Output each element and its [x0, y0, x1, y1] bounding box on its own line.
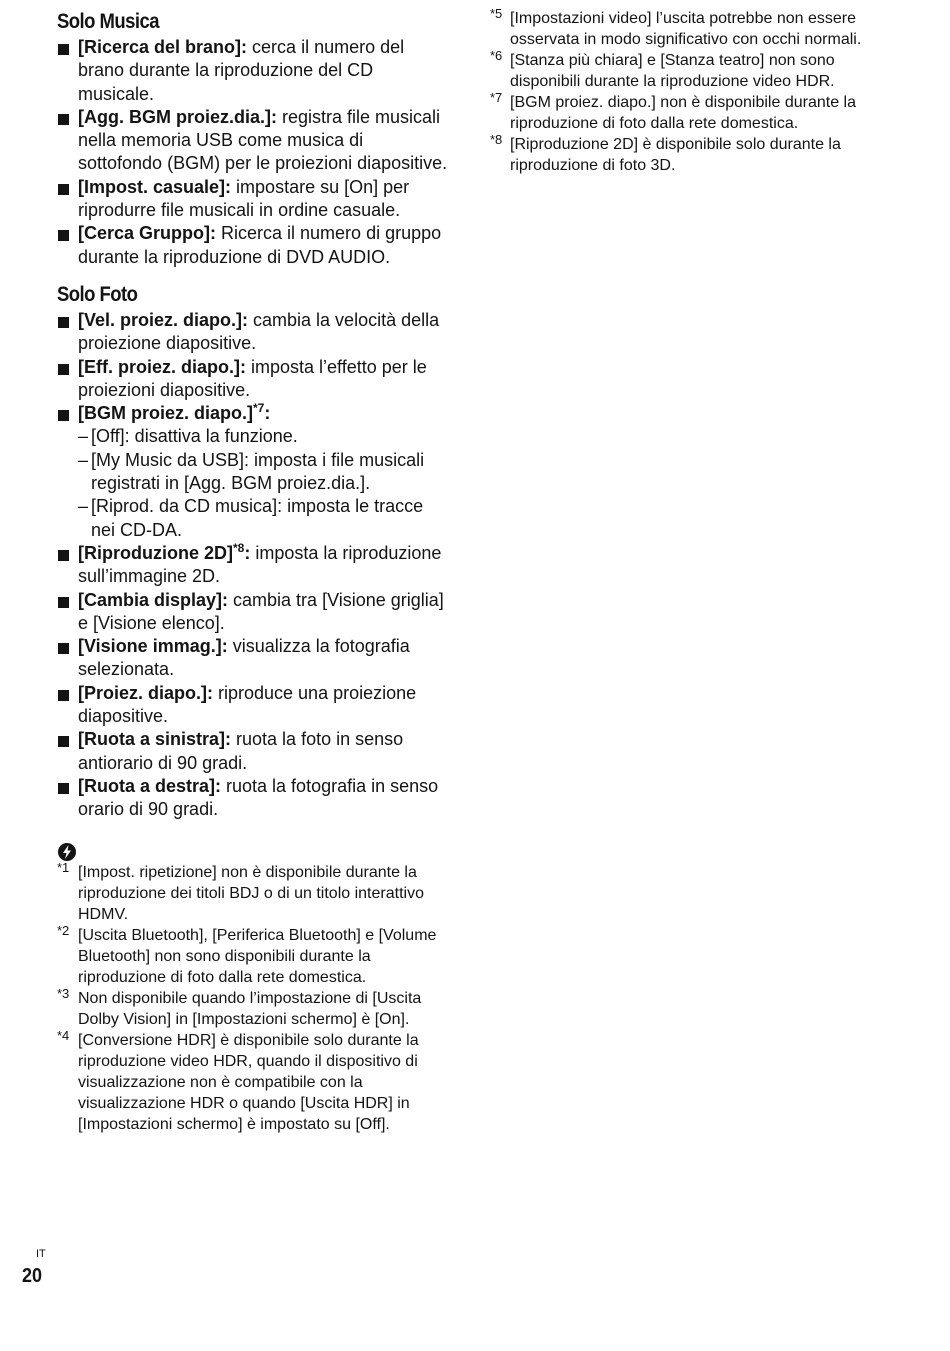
dash-mark: – [78, 496, 89, 517]
footnote-text: [Stanza più chiara] e [Stanza teatro] non sono disponibili durante la riproduzione video HDR. [510, 52, 835, 90]
footnote [490, 92, 890, 134]
dash-mark: – [78, 449, 89, 470]
item-term: [Ruota a destra]: [78, 775, 222, 796]
bullet-square-icon [58, 597, 69, 608]
footnote-text: [BGM proiez. diapo.] non è disponibile durante la riproduzione di foto dalla rete domestica. [510, 94, 856, 132]
item-term [78, 403, 270, 423]
sub-item-text: [Off]: disattiva la funzione. [91, 426, 298, 447]
footnote-text: [Conversione HDR] è disponibile solo durante la riproduzione video HDR, quando il dispositivo di visualizzazione non è compatibile con la visualizzazione HDR o quando [Uscita HDR] in [Impostazioni schermo] è impostato su [Off]. [78, 1031, 419, 1133]
item-term: [Eff. proiez. diapo.]: [78, 356, 246, 377]
footnote-text: [Impostazioni video] l’uscita potrebbe non essere osservata in modo significativo con occhi normali. [510, 10, 862, 48]
list-item [57, 222, 452, 269]
item-term: [Vel. proiez. diapo.]: [78, 309, 249, 330]
list-item [57, 176, 452, 223]
section-heading-music: Solo Musica [57, 10, 160, 33]
list-item [57, 635, 452, 682]
footnote-mark: *6 [490, 48, 503, 63]
item-text: cerca il numero del brano durante la riproduzione del CD musicale. [78, 37, 405, 104]
footnote-mark: *5 [490, 6, 503, 21]
bullet-square-icon [58, 690, 69, 701]
page-number: 20 [22, 1265, 43, 1287]
list-item [57, 402, 452, 425]
footnote-text: Non disponibile quando l’impostazione di [Uscita Dolby Vision] in [Impostazioni schermo] è [On]. [78, 989, 422, 1028]
list-item [57, 542, 452, 589]
bullet-square-icon [58, 783, 69, 794]
footnote-mark: *1 [57, 859, 70, 875]
footnote-text: [Riproduzione 2D] è disponibile solo durante la riproduzione di foto 3D. [510, 136, 841, 174]
footnote-mark: *2 [57, 922, 70, 938]
bullet-square-icon [58, 114, 69, 125]
footnote-text: [Impost. ripetizione] non è disponibile durante la riproduzione dei titoli BDJ o di un titolo interattivo HDMV. [78, 863, 424, 923]
footnote [57, 859, 452, 925]
item-term-text: [BGM proiez. diapo.] [78, 403, 253, 424]
list-item [57, 356, 452, 403]
footnote-ref: *7 [253, 401, 265, 416]
item-term-colon: : [264, 403, 271, 424]
footnote-text: [Uscita Bluetooth], [Periferica Bluetooth] e [Volume Bluetooth] non sono disponibili durante la riproduzione di foto dalla rete domestica. [78, 926, 437, 986]
footnote [57, 922, 452, 988]
sub-item-text: [My Music da USB]: imposta i file musicali registrati in [Agg. BGM proiez.dia.]. [91, 449, 425, 494]
item-term: [Cambia display]: [78, 589, 229, 610]
footnote [490, 50, 890, 92]
footnote-mark: *7 [490, 90, 503, 105]
footnote-mark: *3 [57, 985, 70, 1001]
bullet-square-icon [58, 736, 69, 747]
item-term-colon: : [244, 542, 251, 563]
item-text: visualizza la fotografia selezionata. [78, 636, 410, 680]
item-text: riproduce una proiezione diapositive. [78, 682, 417, 727]
dash-mark: – [78, 426, 89, 447]
bullet-square-icon [58, 44, 69, 55]
list-item [57, 728, 452, 775]
footnote [490, 8, 890, 50]
right-column [490, 8, 890, 176]
list-item [57, 309, 452, 356]
sub-list-item [57, 495, 452, 542]
list-item [57, 775, 452, 822]
list-item [57, 589, 452, 636]
sub-list-item [57, 449, 452, 496]
list-item [57, 106, 452, 176]
sub-item-text: [Riprod. da CD musica]: imposta le tracce nei CD-DA. [91, 496, 424, 540]
section-heading-photo: Solo Foto [57, 282, 138, 306]
footnote [490, 134, 890, 176]
item-text: Ricerca il numero di gruppo durante la riproduzione di DVD AUDIO. [78, 223, 442, 267]
list-item [57, 682, 452, 729]
item-term: [Ricerca del brano]: [78, 37, 248, 57]
bullet-square-icon [58, 550, 69, 561]
item-text: registra file musicali nella memoria USB come musica di sottofondo (BGM) per le proiezioni diapositive. [78, 106, 448, 174]
left-column [57, 8, 452, 1135]
bullet-square-icon [58, 643, 69, 654]
bullet-square-icon [58, 230, 69, 241]
item-text: ruota la foto in senso antiorario di 90 gradi. [78, 729, 404, 773]
item-term: [Proiez. diapo.]: [78, 682, 213, 703]
footnote-mark: *8 [490, 132, 503, 147]
bullet-square-icon [58, 410, 69, 421]
page-language-label: IT [36, 1248, 46, 1260]
item-text: cambia tra [Visione griglia] e [Visione elenco]. [78, 589, 444, 633]
item-text: cambia la velocità della proiezione diapositive. [78, 309, 440, 354]
item-term: [Impost. casuale]: [78, 176, 232, 197]
bullet-square-icon [58, 364, 69, 375]
item-term: [Agg. BGM proiez.dia.]: [78, 106, 277, 127]
item-term: [Ruota a sinistra]: [78, 729, 232, 750]
item-term: [Visione immag.]: [78, 636, 228, 657]
sub-list-item [57, 425, 452, 448]
footnote-ref: *8 [233, 540, 245, 555]
item-text: imposta la riproduzione sull’immagine 2D. [78, 542, 442, 587]
item-text: impostare su [On] per riprodurre file musicali in ordine casuale. [78, 176, 410, 221]
footnote-mark: *4 [57, 1027, 70, 1043]
item-term [78, 540, 251, 563]
item-term-text: [Riproduzione 2D] [78, 542, 233, 563]
list-item [57, 36, 452, 106]
footnote [57, 1027, 452, 1135]
item-term: [Cerca Gruppo]: [78, 223, 217, 244]
item-text: ruota la fotografia in senso orario di 90 gradi. [78, 775, 439, 820]
bullet-square-icon [58, 317, 69, 328]
footnote [57, 985, 452, 1030]
item-text: imposta l’effetto per le proiezioni diapositive. [78, 356, 427, 400]
bullet-square-icon [58, 184, 69, 195]
